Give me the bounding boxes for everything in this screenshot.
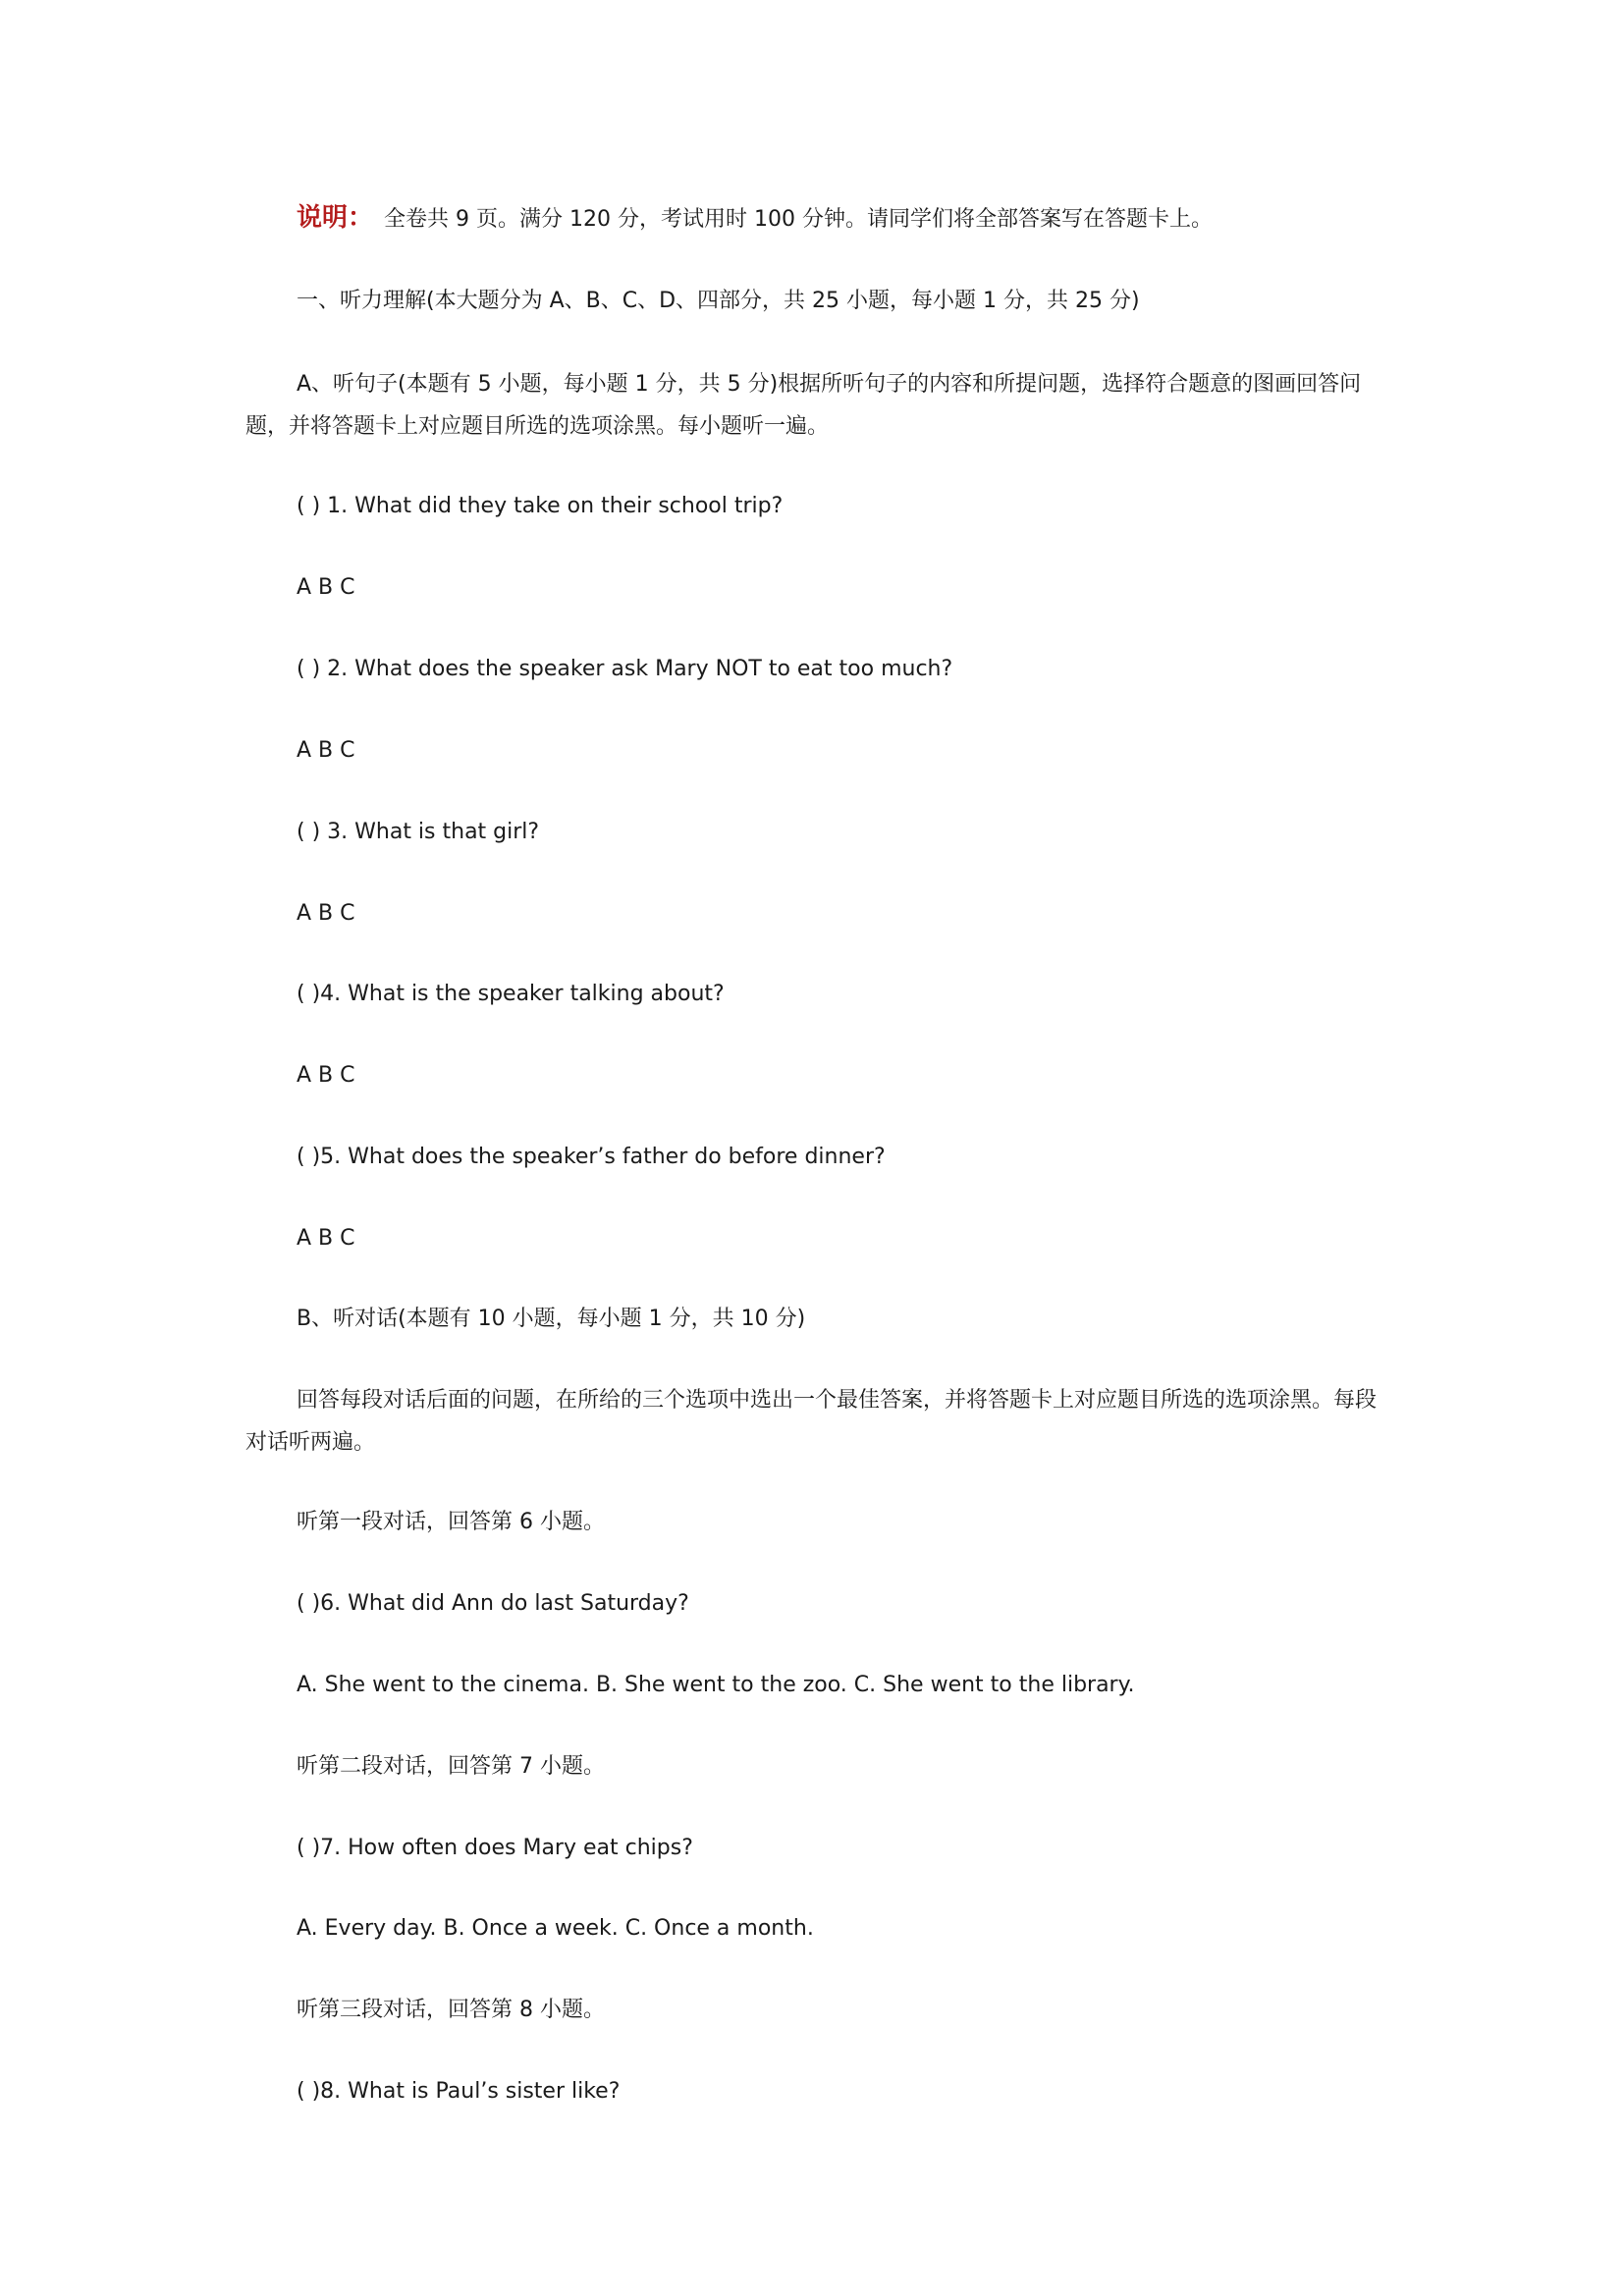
question-5-options: A B C (297, 1226, 355, 1251)
section-title: 一、听力理解(本大题分为 A、B、C、D、四部分，共 25 小题，每小题 1 分，共 25 分) (297, 289, 1140, 313)
dialog-3-prompt: 听第三段对话，回答第 8 小题。 (297, 1998, 605, 2022)
question-7: ( )7. How often does Mary eat chips? (297, 1836, 693, 1860)
question-5: ( )5. What does the speaker’s father do before dinner? (297, 1145, 886, 1169)
intro-line (297, 203, 1213, 235)
part-b-instructions: 回答每段对话后面的问题，在所给的三个选项中选出一个最佳答案，并将答题卡上对应题目所选的选项涂黑。每段对话听两遍。 (245, 1388, 1378, 1455)
question-2-options: A B C (297, 738, 355, 763)
dialog-2-prompt: 听第二段对话，回答第 7 小题。 (297, 1754, 605, 1779)
dialog-1-prompt: 听第一段对话，回答第 6 小题。 (297, 1510, 605, 1534)
intro-text: 全卷共 9 页。满分 120 分，考试用时 100 分钟。请同学们将全部答案写在答题卡上。 (384, 207, 1213, 232)
intro-label: 说明： (297, 203, 374, 233)
question-2: ( ) 2. What does the speaker ask Mary NOT to eat too much? (297, 657, 953, 681)
question-4-options: A B C (297, 1063, 355, 1088)
question-3: ( ) 3. What is that girl? (297, 820, 540, 844)
question-1: ( ) 1. What did they take on their school trip? (297, 494, 784, 518)
question-3-options: A B C (297, 901, 355, 926)
question-6-options: A. She went to the cinema. B. She went to the zoo. C. She went to the library. (297, 1673, 1135, 1697)
question-4: ( )4. What is the speaker talking about? (297, 982, 725, 1006)
question-1-options: A B C (297, 575, 355, 600)
question-7-options: A. Every day. B. Once a week. C. Once a month. (297, 1916, 814, 1941)
question-8: ( )8. What is Paul’s sister like? (297, 2079, 621, 2104)
part-b-title: B、听对话(本题有 10 小题，每小题 1 分，共 10 分) (297, 1307, 806, 1331)
question-6: ( )6. What did Ann do last Saturday? (297, 1591, 689, 1616)
part-a-instructions: A、听句子(本题有 5 小题，每小题 1 分，共 5 分)根据所听句子的内容和所提问题，选择符合题意的图画回答问题，并将答题卡上对应题目所选的选项涂黑。每小题听一遍。 (245, 372, 1362, 439)
